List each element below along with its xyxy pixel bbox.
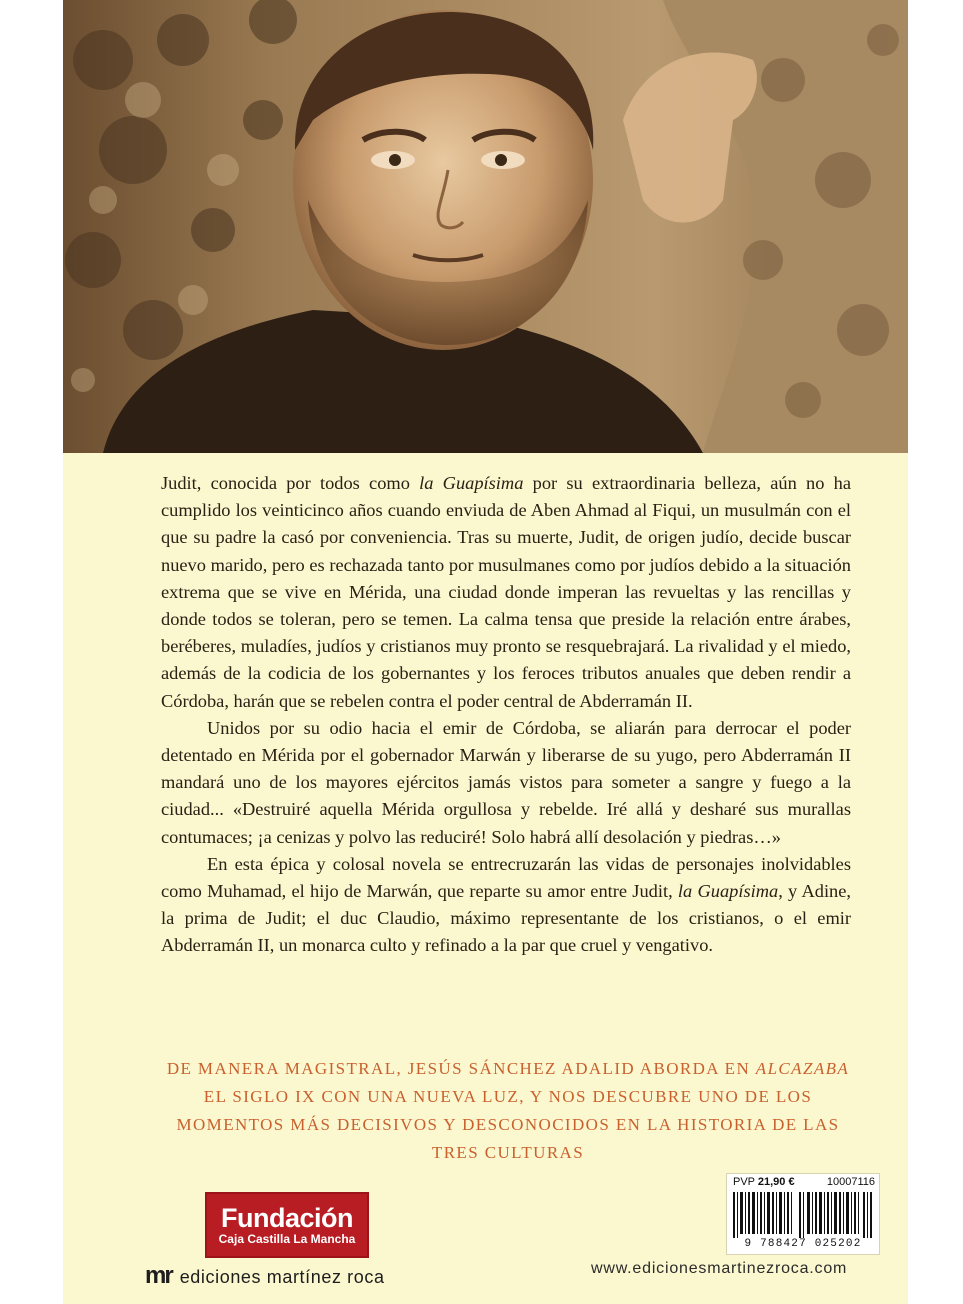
synopsis-text [161, 470, 851, 960]
synopsis-p1-b: por su extraordinaria belleza, aún no ha cumplido los veinticinco años cuando enviuda de Aben Ahmad al Fiqui, un musulmán con el que su padre la casó por conveniencia. Tras su muerte, Judit, de origen judío, decide buscar nuevo marido, pero es rechazada tanto por musulmanes como por judíos debido a la situación extrema que se vive en Mérida, una ciudad donde imperan las revueltas y las rencillas y donde todos se toleran, pero se temen. La calma tensa que preside la relación entre árabes, beréberes, muladíes, judíos y cristianos muy pronto se resquebrajará. La rivalidad y el miedo, además de la codicia de los gobernantes y los feroces tributos anuales que deben rendir a Córdoba, harán que se rebelen contra el poder central de Abderramán II. [161, 473, 851, 711]
barcode-label [726, 1173, 880, 1255]
product-code: 10007116 [826, 1176, 875, 1188]
page-margin-left [0, 0, 63, 1304]
promo-tagline [163, 1055, 853, 1167]
page-margin-right [908, 0, 963, 1304]
synopsis-p1-a: Judit, conocida por todos como [161, 473, 420, 493]
price [733, 1176, 795, 1188]
synopsis-paragraph-3 [161, 851, 851, 960]
price-row [733, 1176, 875, 1188]
isbn-digits: 9 788427 025202 [744, 1238, 862, 1250]
tagline-a: DE MANERA MAGISTRAL, JESÚS SÁNCHEZ ADALID ABORDA EN [166, 1059, 756, 1078]
price-value: 21,90 € [757, 1176, 795, 1188]
publisher-mark-icon: mr [145, 1262, 172, 1289]
synopsis-p3-a: En esta épica y colosal novela se entrecruzarán las vidas de personajes inolvidables como Muhamad, el hijo de Marwán, que reparte su amor entre Judit, [161, 853, 851, 902]
publisher-website: www.edicionesmartinezroca.com [591, 1260, 848, 1277]
synopsis-p3-italic: la Guapísima [677, 881, 779, 902]
pvp-label: PVP [733, 1176, 755, 1188]
fundacion-logo [205, 1192, 369, 1258]
author-portrait-image [63, 0, 908, 453]
synopsis-p1-italic: la Guapísima [419, 473, 524, 493]
publisher-name: ediciones martínez roca [179, 1267, 385, 1287]
fundacion-logo-subtitle: Caja Castilla La Mancha [218, 1232, 356, 1246]
synopsis-p3-b: , y Adine, la prima de Judit; el duc Claudio, máximo representante de los cristianos, o el emir Abderramán II, un monarca culto y refinado a la par que cruel y vengativo. [161, 881, 852, 956]
tagline-b: EL SIGLO IX CON UNA NUEVA LUZ, Y NOS DESCUBRE UNO DE LOS MOMENTOS MÁS DECISIVOS Y DESCONOCIDOS EN LA HISTORIA DE LAS TRES CULTURAS [176, 1087, 840, 1162]
barcode-icon [731, 1192, 875, 1238]
synopsis-paragraph-2: Unidos por su odio hacia el emir de Córdoba, se aliarán para derrocar el poder detentado en Mérida por el gobernador Marwán y liberarse de su yugo, pero Abderramán II mandará uno de los mayores ejércitos jamás vistos para someter a sangre y fuego a la ciudad... «Destruiré aquella Mérida orgullosa y rebelde. Iré allá y desharé sus murallas contumaces; ¡a cenizas y polvo las reduciré! Solo habrá allí desolación y piedras…» [161, 717, 851, 847]
fundacion-logo-title: Fundación [221, 1203, 353, 1233]
synopsis-paragraph-1 [161, 470, 851, 715]
book-back-cover [63, 0, 908, 1304]
publisher-logo [145, 1262, 385, 1290]
tagline-title-italic: ALCAZABA [755, 1059, 850, 1078]
author-photo [63, 0, 908, 453]
